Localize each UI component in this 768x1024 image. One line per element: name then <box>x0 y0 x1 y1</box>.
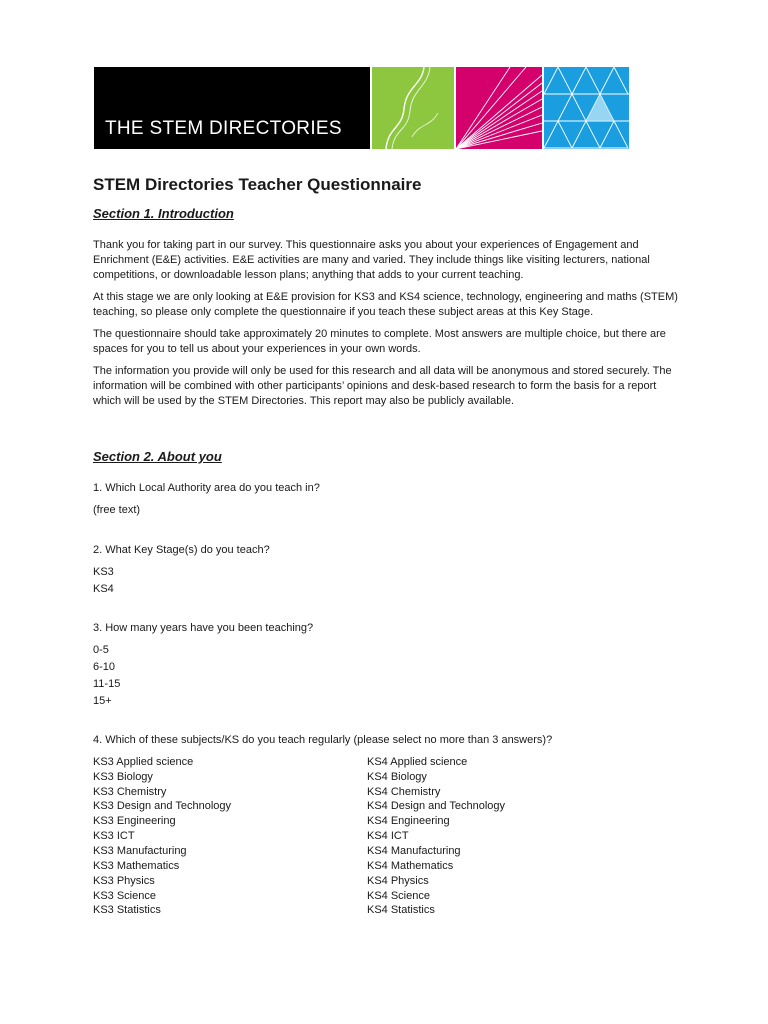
q4-option-ks3-ict[interactable]: KS3 ICT <box>93 830 135 842</box>
q4-option-ks3-applied-science[interactable]: KS3 Applied science <box>93 756 194 768</box>
banner-pink-tile <box>456 67 542 149</box>
q4-option-ks4-manufacturing[interactable]: KS4 Manufacturing <box>367 845 461 857</box>
q4-option-ks4-engineering[interactable]: KS4 Engineering <box>367 815 450 827</box>
q4-option-ks4-physics[interactable]: KS4 Physics <box>367 875 429 887</box>
question-1-answer: (free text) <box>93 504 141 516</box>
document-title: STEM Directories Teacher Questionnaire <box>93 175 422 194</box>
q2-option-ks4[interactable]: KS4 <box>93 583 114 595</box>
question-2: 2. What Key Stage(s) do you teach? <box>93 544 270 556</box>
q3-option-15-plus[interactable]: 15+ <box>93 695 112 707</box>
q4-option-ks3-manufacturing[interactable]: KS3 Manufacturing <box>93 845 187 857</box>
q4-option-ks3-engineering[interactable]: KS3 Engineering <box>93 815 176 827</box>
question-1: 1. Which Local Authority area do you teach in? <box>93 482 320 494</box>
q4-option-ks3-biology[interactable]: KS3 Biology <box>93 771 153 783</box>
intro-paragraph-1: Thank you for taking part in our survey. This questionnaire asks you about your experiences of Engagement and Enrichment (E&E) activities. E&E activities are many and varied. They include things like visiting lecturers, national competitions, or downloadable lesson plans; anything that adds to your current teaching. <box>93 239 650 281</box>
q4-option-ks4-applied-science[interactable]: KS4 Applied science <box>367 756 468 768</box>
banner-green-tile <box>372 67 454 149</box>
intro-paragraph-2: At this stage we are only looking at E&E provision for KS3 and KS4 science, technology, engineering and maths (STEM) teaching, so please only complete the questionnaire if you teach these subject areas at this Key Stage. <box>93 291 678 318</box>
q3-option-11-15[interactable]: 11-15 <box>93 678 121 690</box>
intro-paragraph-4: The information you provide will only be used for this research and all data will be anonymous and stored securely. The information will be combined with other participants’ opinions and desk-based research to form the basis for a report which will be used by the STEM Directories. This report may also be publicly available. <box>93 365 672 407</box>
q4-option-ks4-design-technology[interactable]: KS4 Design and Technology <box>367 800 506 812</box>
q4-option-ks4-biology[interactable]: KS4 Biology <box>367 771 427 783</box>
banner-blue-tile <box>544 67 629 149</box>
q4-option-ks3-physics[interactable]: KS3 Physics <box>93 875 155 887</box>
q4-option-ks4-science[interactable]: KS4 Science <box>367 890 430 902</box>
triangle-grid-icon <box>544 67 629 149</box>
stem-directories-banner <box>94 67 632 149</box>
q4-option-ks3-mathematics[interactable]: KS3 Mathematics <box>93 860 180 872</box>
q3-option-0-5[interactable]: 0-5 <box>93 644 109 656</box>
q4-option-ks3-science[interactable]: KS3 Science <box>93 890 156 902</box>
q4-option-ks3-statistics[interactable]: KS3 Statistics <box>93 904 161 916</box>
wave-graphic-icon <box>372 67 454 149</box>
q4-option-ks4-chemistry[interactable]: KS4 Chemistry <box>367 786 441 798</box>
question-3: 3. How many years have you been teaching? <box>93 622 314 634</box>
q3-option-6-10[interactable]: 6-10 <box>93 661 116 673</box>
intro-paragraph-3: The questionnaire should take approximately 20 minutes to complete. Most answers are multiple choice, but there are spaces for you to tell us about your experiences in your own words. <box>93 328 666 355</box>
banner-title-block <box>94 67 370 149</box>
q4-option-ks4-statistics[interactable]: KS4 Statistics <box>367 904 435 916</box>
banner-title: THE STEM DIRECTORIES <box>105 118 342 139</box>
section-2-heading: Section 2. About you <box>93 449 222 464</box>
question-4: 4. Which of these subjects/KS do you teach regularly (please select no more than 3 answers)? <box>93 734 553 746</box>
q4-option-ks4-mathematics[interactable]: KS4 Mathematics <box>367 860 454 872</box>
q4-option-ks4-ict[interactable]: KS4 ICT <box>367 830 409 842</box>
section-1-heading: Section 1. Introduction <box>93 206 234 221</box>
q2-option-ks3[interactable]: KS3 <box>93 566 114 578</box>
q4-option-ks3-design-technology[interactable]: KS3 Design and Technology <box>93 800 232 812</box>
q4-option-ks3-chemistry[interactable]: KS3 Chemistry <box>93 786 167 798</box>
rays-graphic-icon <box>456 67 542 149</box>
